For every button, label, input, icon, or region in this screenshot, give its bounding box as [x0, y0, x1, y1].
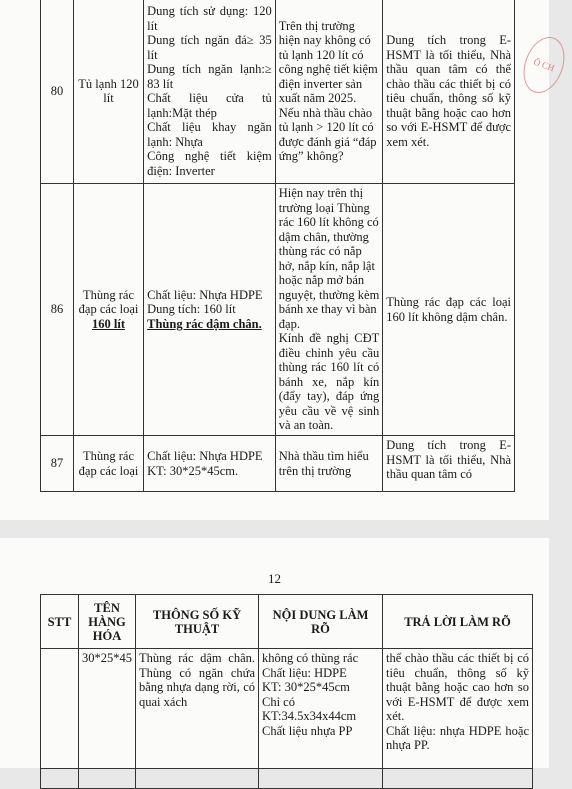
clarification-table-page-2 — [40, 594, 533, 789]
table-header-row — [41, 595, 533, 649]
spec-cell: Thùng rác dậm chân. Thùng có ngăn chứa bằng nhựa dạng rời, có quai xách — [136, 649, 259, 769]
red-seal-stamp — [516, 31, 572, 98]
clarification-content-cell: Nhà thầu tìm hiểu trên thị trường — [275, 436, 383, 492]
empty-cell — [41, 769, 79, 789]
content-line: KT: 30*25*45cm — [262, 680, 350, 694]
spec-cell — [144, 0, 276, 184]
item-name-text: Thùng rác đạp các loại — [78, 287, 139, 317]
content-line: Chất liệu: HDPE — [262, 665, 347, 680]
stt-cell: 86 — [41, 184, 74, 436]
page-number: 12 — [268, 571, 281, 586]
table-row — [41, 436, 515, 492]
table-row — [41, 0, 515, 184]
item-name-cell: Thùng rác đạp các loại — [73, 436, 143, 492]
header-stt: STT — [41, 595, 79, 649]
table-row — [41, 649, 533, 769]
content-line: Chỉ có KT:34.5x34x44cm — [262, 694, 357, 723]
empty-cell — [79, 769, 136, 789]
table-row — [41, 184, 515, 436]
header-answer: TRẢ LỜI LÀM RÕ — [383, 595, 533, 649]
spec-line: Chất liệu cửa tủ lạnh:Mặt thép — [147, 91, 272, 120]
item-name-cell: Tủ lạnh 120 lít — [73, 0, 143, 184]
spec-line: Dung tích ngăn đá≥ 35 lít — [147, 33, 272, 62]
header-item-name: TÊN HÀNG HÓA — [79, 595, 136, 649]
content-paragraph: Kính đề nghị CĐT điều chỉnh yêu cầu thùng rác 160 lít có bánh xe, nắp kín (đẩy tay), đáp ứng yêu cầu về vệ sinh và an toàn. — [278, 331, 380, 433]
item-name-cell: 30*25*45 — [79, 649, 136, 769]
stt-cell — [41, 649, 79, 769]
answer-cell: Thùng rác đạp các loại 160 lít không dậm chân. — [383, 184, 515, 436]
spec-line: Dung tích: 160 lít — [147, 302, 236, 317]
spec-line: Dung tích sử dụng: 120 lít — [147, 4, 272, 33]
stt-cell: 87 — [41, 436, 74, 492]
item-name-emphasis: 160 lít — [92, 316, 125, 331]
answer-cell: Dung tích trong E-HSMT là tối thiểu, Nhà thầu quan tâm có thể chào thầu các thiết bị có tiêu chuẩn, thông số kỹ thuật bằng hoặc cao hơn so với E-HSMT để được xem xét. — [383, 0, 515, 184]
spec-emphasis: Thùng rác dậm chân. — [147, 316, 262, 331]
answer-cell: Dung tích trong E-HSMT là tối thiểu, Nhà thầu quan tâm có — [383, 436, 515, 492]
empty-cell — [259, 769, 383, 789]
clarification-table-page-1 — [40, 0, 515, 492]
clarification-content-cell — [259, 649, 383, 769]
document-page-2 — [0, 538, 549, 768]
spec-line: KT: 30*25*45cm. — [147, 463, 239, 478]
empty-cell — [136, 769, 259, 789]
spec-line: Công nghệ tiết kiệm điện: Inverter — [147, 149, 272, 178]
content-line: Chất liệu nhựa PP — [262, 723, 353, 738]
spec-cell — [144, 184, 276, 436]
content-paragraph: Hiện nay trên thị trường loại Thùng rác 160 lít không có dậm chân, thường thùng rác có nắp hở, nắp kín, nắp lật hoặc nắp mở bán nguyệt, thường kèm bánh xe thay vì bàn đạp. — [278, 186, 380, 331]
spec-line: Chất liệu khay ngăn lạnh: Nhựa — [147, 120, 272, 149]
header-content: NỘI DUNG LÀM RÕ — [259, 595, 383, 649]
spec-cell — [144, 436, 276, 492]
item-name-cell — [73, 184, 143, 436]
content-line: không có thùng rác — [262, 651, 359, 665]
answer-line: Chất liệu: nhựa HDPE hoặc nhựa PP. — [386, 723, 529, 752]
empty-cell — [383, 769, 533, 789]
stamp-text: Ô CH — [532, 56, 556, 74]
spec-line: Dung tích ngăn lạnh:≥ 83 lít — [147, 62, 272, 91]
clarification-content-cell: Trên thị trường hiện nay không có tủ lạnh 120 lít có công nghệ tiết kiệm điện inverter sản xuất năm 2025. Nếu nhà thầu chào tủ lạnh > 120 lít có được đánh giá “đáp ứng” không? — [275, 0, 383, 184]
spec-line: Chất liệu: Nhựa HDPE — [147, 449, 263, 463]
spec-line: Chất liệu: Nhựa HDPE — [147, 287, 263, 302]
clarification-content-cell — [275, 184, 383, 436]
answer-line: thể chào thầu các thiết bị có tiêu chuẩn, thông số kỹ thuật bằng hoặc cao hơn so với E-HSMT để được xem xét. — [386, 651, 529, 723]
table-row — [41, 769, 533, 789]
header-spec: THÔNG SỐ KỸ THUẬT — [136, 595, 259, 649]
answer-cell — [383, 649, 533, 769]
stt-cell: 80 — [41, 0, 74, 184]
